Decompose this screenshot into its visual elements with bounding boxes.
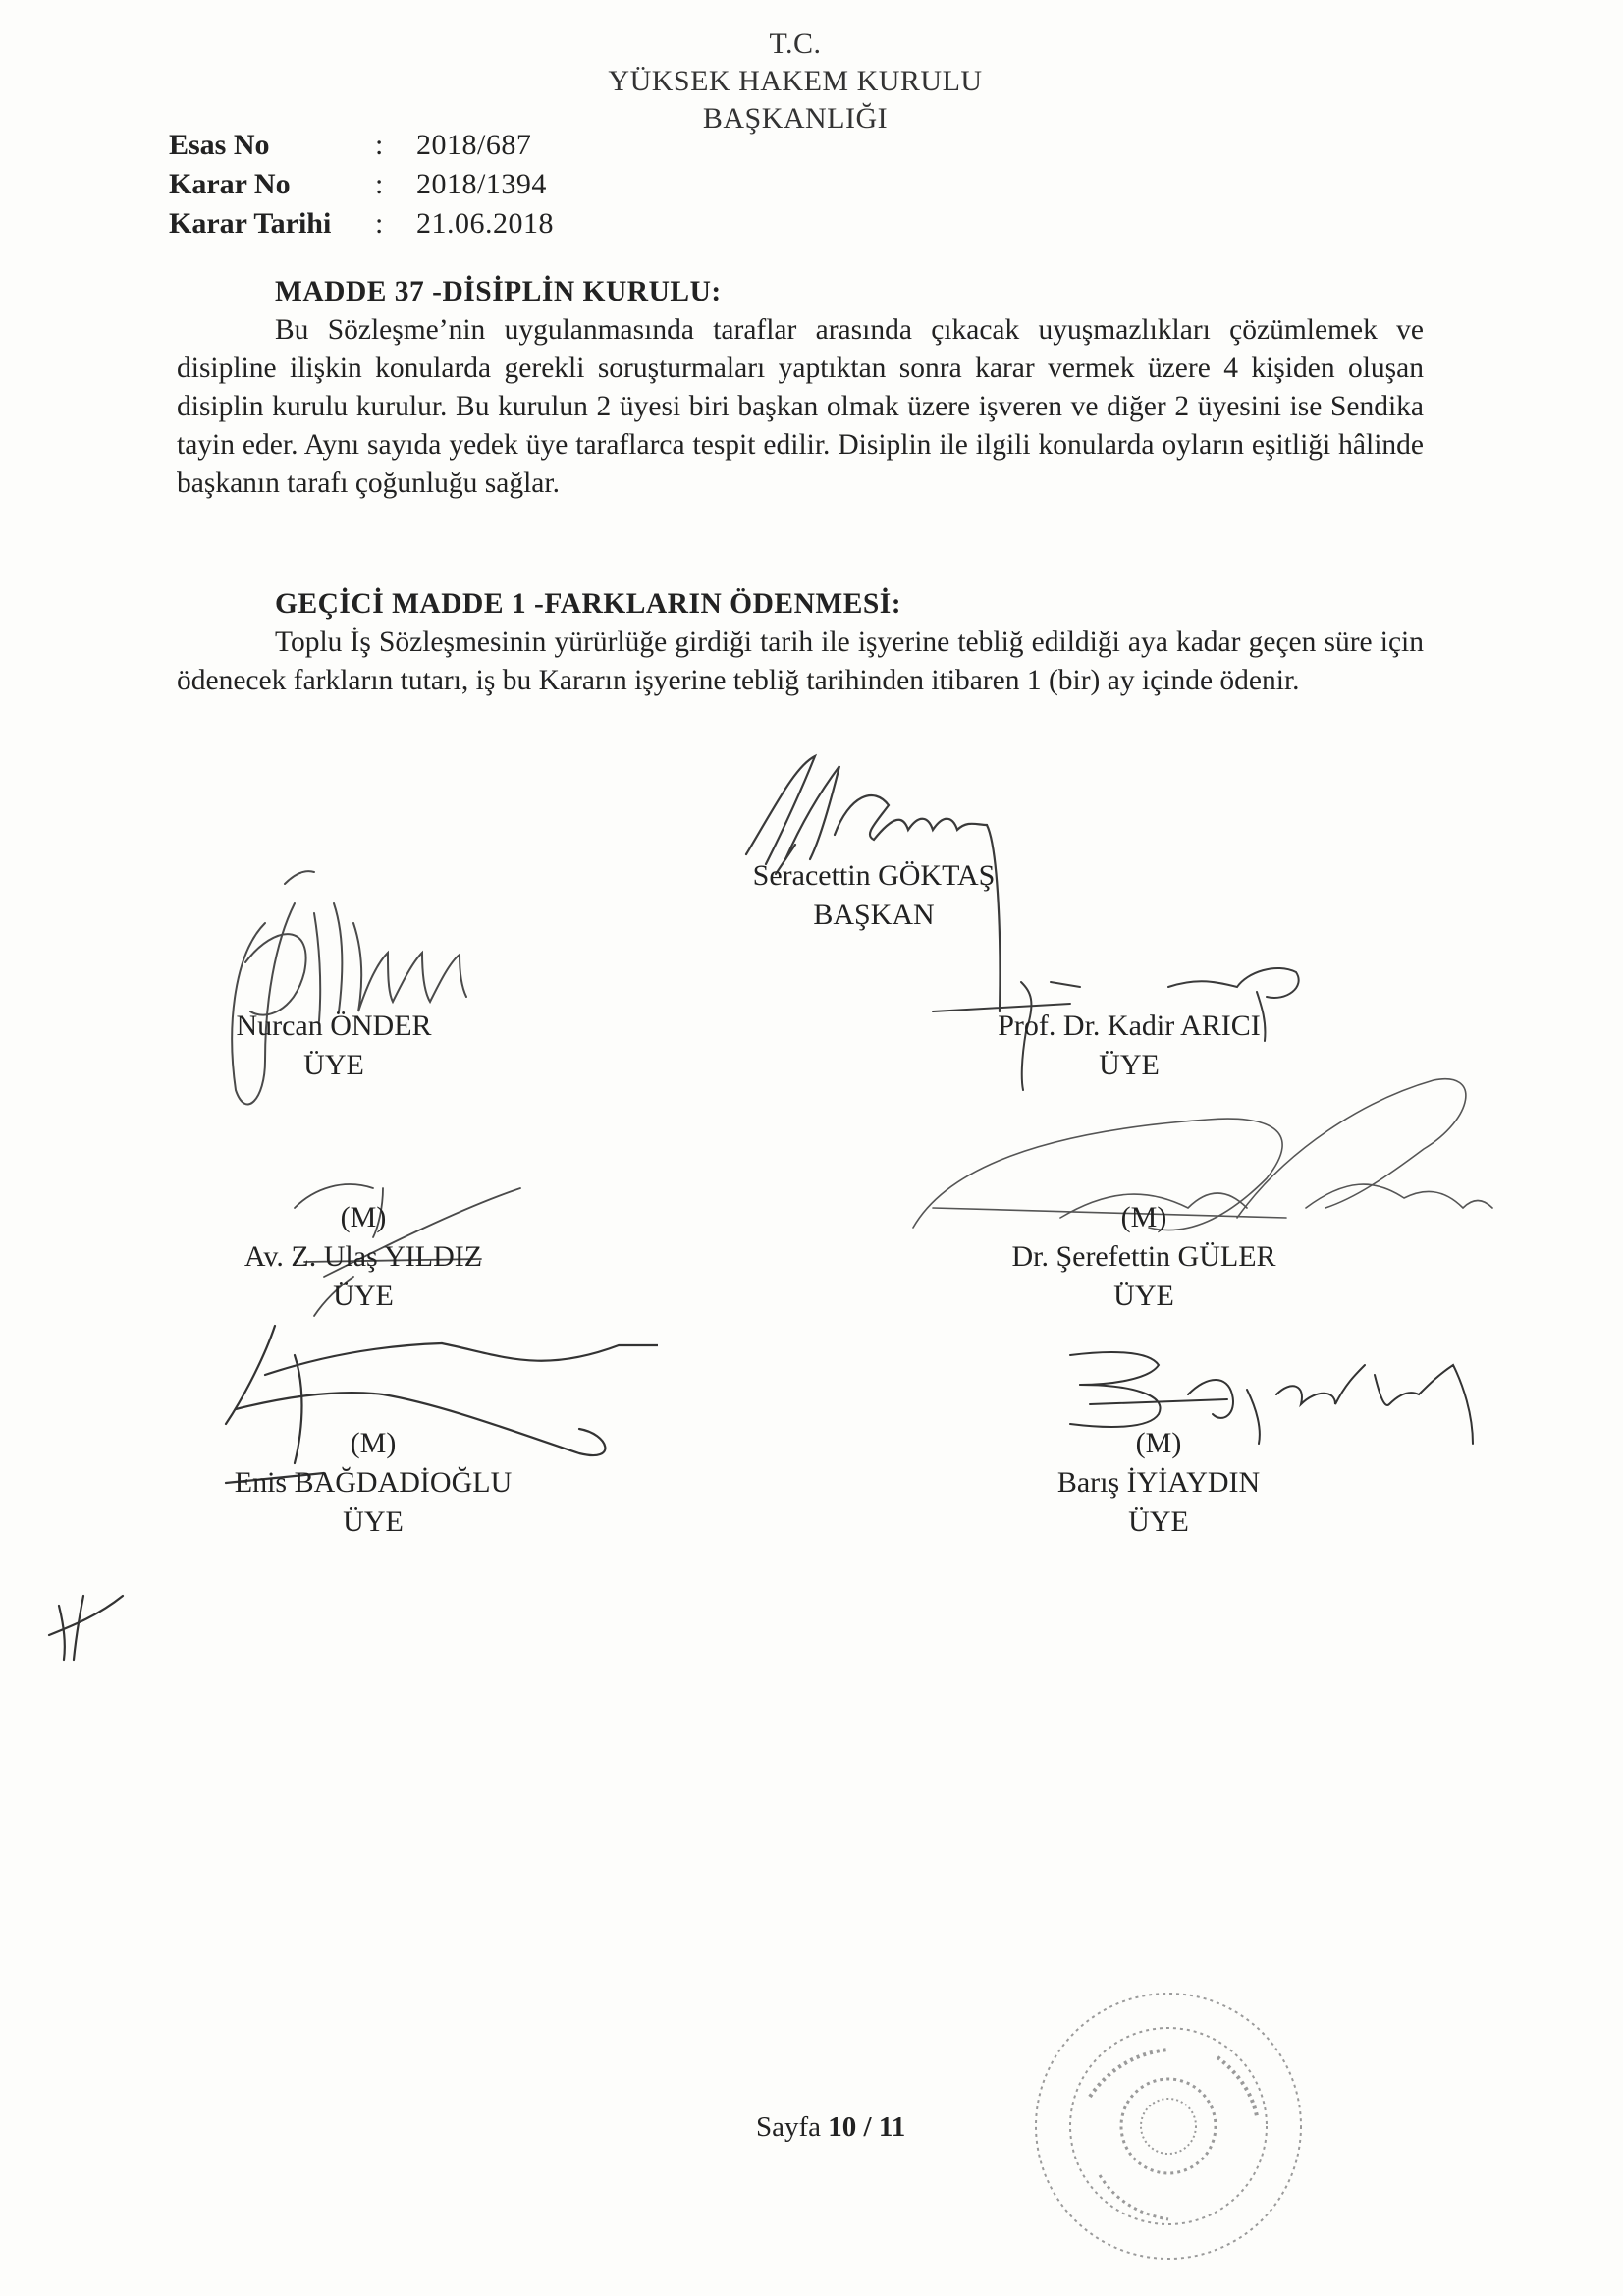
signature-member-2 bbox=[962, 1007, 1296, 1085]
signatory-role: ÜYE bbox=[1128, 1505, 1189, 1538]
signatory-role: ÜYE bbox=[343, 1505, 404, 1538]
case-info-row bbox=[169, 165, 554, 204]
case-info-row bbox=[169, 204, 554, 244]
official-seal bbox=[1021, 1979, 1316, 2273]
signature-member-3 bbox=[211, 1198, 515, 1316]
signatory-role: ÜYE bbox=[303, 1049, 364, 1081]
header-line-2: YÜKSEK HAKEM KURULU bbox=[608, 65, 983, 97]
signatory-name: Dr. Şerefettin GÜLER bbox=[1011, 1240, 1276, 1273]
page-number: 10 / 11 bbox=[828, 2111, 906, 2143]
case-info-value: 2018/687 bbox=[416, 129, 532, 161]
case-info-value: 2018/1394 bbox=[416, 168, 547, 200]
member1-signature bbox=[206, 864, 501, 1139]
signature-president bbox=[727, 856, 1021, 935]
dissent-note: (M) bbox=[350, 1427, 397, 1459]
signatory-name: Av. Z. Ulaş YILDIZ bbox=[243, 1240, 483, 1273]
case-info-colon: : bbox=[375, 129, 384, 161]
signatory-role: BAŞKAN bbox=[813, 899, 935, 931]
dissent-note: (M) bbox=[1135, 1427, 1182, 1459]
signatory-name: Barış İYİAYDIN bbox=[1056, 1466, 1261, 1499]
article-37 bbox=[177, 273, 1424, 503]
signatory-role: ÜYE bbox=[333, 1280, 394, 1312]
header-line-3: BAŞKANLIĞI bbox=[702, 102, 889, 135]
case-info-colon: : bbox=[375, 207, 384, 240]
article-body: Toplu İş Sözleşmesinin yürürlüğe girdiği tarih ile işyerine tebliğ edildiği aya kadar geçen süre için ödenecek farkların tutarı, iş bu Kararın işyerine tebliğ tarihinden itibaren 1 (bir) ay içinde ödenir. bbox=[177, 627, 1424, 696]
case-info-label: Karar Tarihi bbox=[169, 207, 332, 240]
signature-member-1 bbox=[196, 1007, 471, 1085]
signatory-role: ÜYE bbox=[1099, 1049, 1160, 1081]
case-info-label: Karar No bbox=[169, 168, 291, 200]
article-title: GEÇİCİ MADDE 1 -FARKLARIN ÖDENMESİ: bbox=[275, 588, 902, 620]
signatory-name: Seracettin GÖKTAŞ bbox=[752, 859, 996, 892]
temporary-article-1 bbox=[177, 585, 1424, 700]
document-header bbox=[550, 26, 1041, 137]
case-info-row bbox=[169, 126, 554, 165]
case-info-value: 21.06.2018 bbox=[416, 207, 554, 240]
page-label: Sayfa bbox=[756, 2111, 822, 2143]
header-line-1: T.C. bbox=[769, 27, 822, 60]
margin-initial-mark bbox=[44, 1576, 133, 1665]
case-info-colon: : bbox=[375, 168, 384, 200]
page-footer bbox=[756, 2111, 905, 2144]
signature-member-6 bbox=[1011, 1424, 1306, 1542]
signature-member-5 bbox=[206, 1424, 540, 1542]
signatory-role: ÜYE bbox=[1113, 1280, 1174, 1312]
signatory-name: Prof. Dr. Kadir ARICI bbox=[998, 1010, 1261, 1042]
signatory-name: Enis BAĞDADİOĞLU bbox=[234, 1466, 513, 1499]
signatory-name: Nurcan ÖNDER bbox=[236, 1010, 432, 1042]
case-info bbox=[169, 126, 554, 244]
signature-member-4 bbox=[982, 1198, 1306, 1316]
case-info-label: Esas No bbox=[169, 129, 270, 161]
dissent-note: (M) bbox=[340, 1201, 387, 1233]
article-title: MADDE 37 -DİSİPLİN KURULU: bbox=[275, 276, 722, 307]
dissent-note: (M) bbox=[1120, 1201, 1167, 1233]
article-body: Bu Sözleşme’nin uygulanmasında taraflar arasında çıkacak uyuşmazlıkları çözümlemek ve disipline ilişkin konularda gerekli soruşturmaları yaptıktan sonra karar vermek üzere 4 kişiden oluşan disiplin kurulu kurulur. Bu kurulun 2 üyesi biri başkan olmak üzere işveren ve diğer 2 üyesini ise Sendika tayin eder. Aynı sayıda yedek üye taraflarca tespit edilir. Disiplin ile ilgili konularda oyların eşitliği hâlinde başkanın tarafı çoğunluğu sağlar. bbox=[177, 314, 1424, 499]
